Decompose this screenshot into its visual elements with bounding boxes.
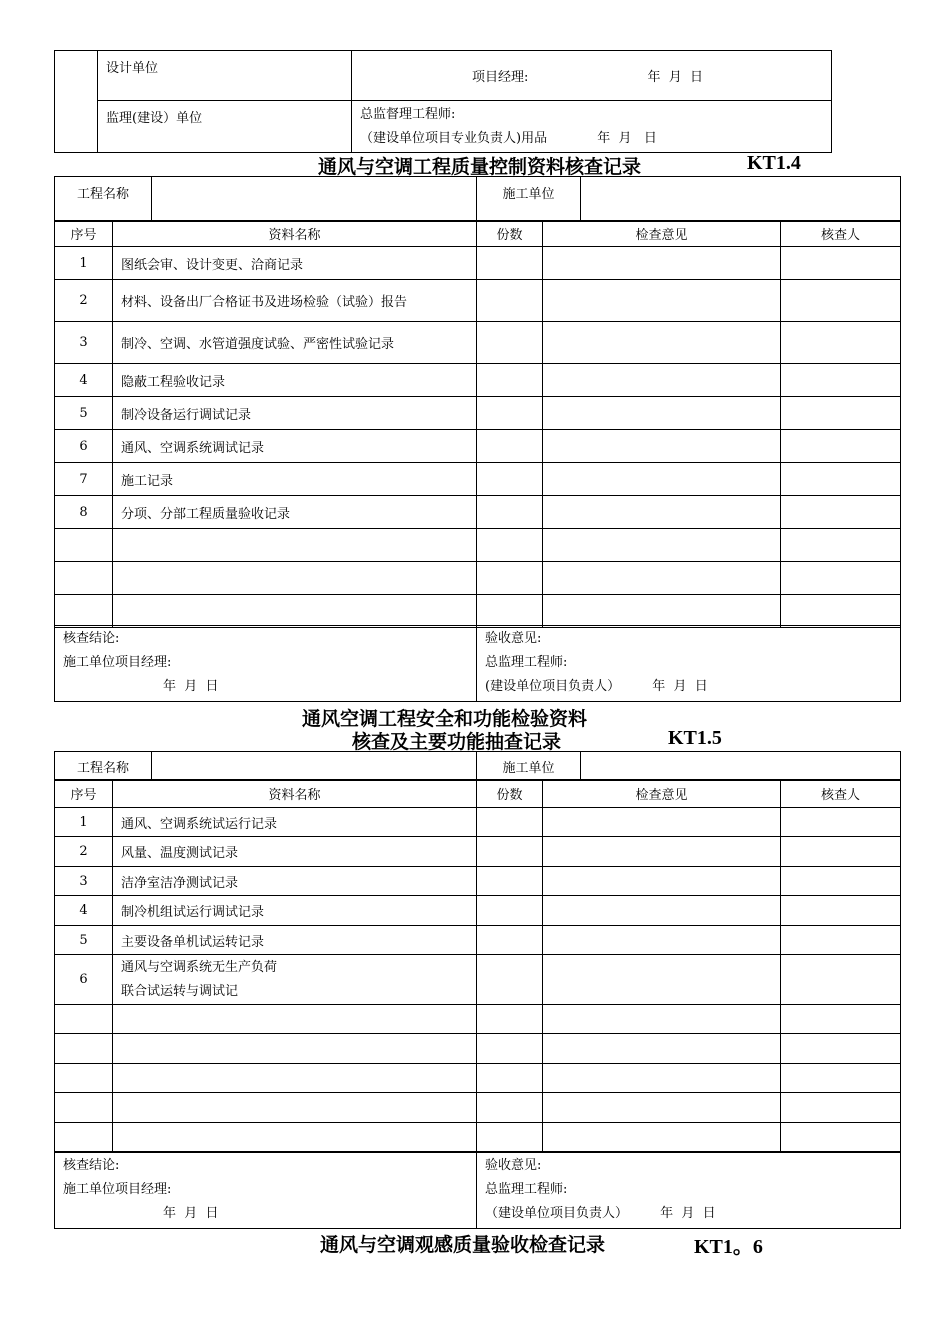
opinion-cell[interactable] (543, 529, 781, 562)
table-row (55, 364, 901, 397)
acceptance-cell (477, 1153, 901, 1229)
section2-title-line2: 核查及主要功能抽查记录 (352, 731, 562, 753)
opinion-cell[interactable] (543, 808, 781, 837)
blank-cell (55, 51, 98, 153)
row-no (55, 529, 113, 562)
table-header-row (55, 780, 901, 808)
copies-cell[interactable] (477, 896, 543, 926)
header-no: 序号 (55, 780, 113, 808)
row-name: 通风与空调系统无生产负荷 (121, 959, 278, 975)
row-name: 材料、设备出厂合格证书及进场检验（试验）报告 (113, 280, 477, 322)
copies-cell[interactable] (477, 837, 543, 867)
table-row (55, 430, 901, 463)
conclusion-cell (55, 1153, 477, 1229)
row-name: 主要设备单机试运转记录 (113, 926, 477, 955)
header-opinion: 检查意见 (543, 780, 781, 808)
table-row (55, 322, 901, 364)
project-name-value[interactable] (152, 177, 477, 222)
contractor-label: 施工单位 (477, 752, 581, 781)
copies-cell[interactable] (477, 1093, 543, 1123)
table-row (55, 926, 901, 955)
table-row (55, 595, 901, 628)
table-row (55, 529, 901, 562)
opinion-cell[interactable] (543, 837, 781, 867)
table-row (55, 837, 901, 867)
opinion-cell[interactable] (543, 1034, 781, 1064)
chief-supervisor-cell (352, 101, 832, 153)
table-row (55, 496, 901, 529)
table-row (55, 867, 901, 896)
header-name: 资料名称 (113, 780, 477, 808)
opinion-cell[interactable] (543, 280, 781, 322)
opinion-cell[interactable] (543, 496, 781, 529)
row-name (113, 529, 477, 562)
table-row (55, 247, 901, 280)
date-label: 年 月 日 (163, 679, 219, 694)
row-no: 5 (55, 397, 113, 430)
row-name-cell (113, 955, 477, 1005)
contractor-pm-label: 施工单位项目经理: (63, 655, 172, 670)
checker-cell[interactable] (781, 837, 901, 867)
row-no: 2 (55, 837, 113, 867)
row-no (55, 595, 113, 628)
acceptance-label: 验收意见: (485, 631, 542, 646)
copies-cell[interactable] (477, 562, 543, 595)
checker-cell[interactable] (781, 247, 901, 280)
opinion-cell[interactable] (543, 364, 781, 397)
checker-cell[interactable] (781, 808, 901, 837)
checker-cell[interactable] (781, 430, 901, 463)
table-row (55, 1005, 901, 1034)
chief-engineer-label: 总监理工程师: (485, 1182, 568, 1197)
row-no (55, 562, 113, 595)
section1-code: KT1.4 (747, 152, 801, 174)
table-row (55, 896, 901, 926)
copies-cell[interactable] (477, 808, 543, 837)
table-row (55, 808, 901, 837)
row-name: 风量、温度测试记录 (113, 837, 477, 867)
opinion-cell[interactable] (543, 397, 781, 430)
copies-cell[interactable] (477, 867, 543, 896)
copies-cell[interactable] (477, 926, 543, 955)
row-no: 1 (55, 247, 113, 280)
contractor-value[interactable] (581, 752, 901, 781)
row-name: 制冷机组试运行调试记录 (113, 896, 477, 926)
acceptance-label: 验收意见: (485, 1158, 542, 1173)
checker-cell[interactable] (781, 496, 901, 529)
table-header-row (55, 221, 901, 247)
row-name (113, 1123, 477, 1152)
header-copies: 份数 (477, 780, 543, 808)
table-row (55, 562, 901, 595)
copies-cell[interactable] (477, 397, 543, 430)
row-no: 5 (55, 926, 113, 955)
row-no: 3 (55, 867, 113, 896)
opinion-cell[interactable] (543, 430, 781, 463)
section3-title: 通风与空调观感质量验收检查记录 (320, 1234, 606, 1256)
row-name: 制冷设备运行调试记录 (113, 397, 477, 430)
design-unit-label: 设计单位 (98, 51, 352, 101)
header-opinion: 检查意见 (543, 221, 781, 247)
header-checker: 核查人 (781, 780, 901, 808)
checker-cell[interactable] (781, 1123, 901, 1152)
checker-cell[interactable] (781, 397, 901, 430)
row-no (55, 1123, 113, 1152)
date-label: 年 月 日 (597, 131, 657, 146)
checker-cell[interactable] (781, 595, 901, 628)
copies-cell[interactable] (477, 280, 543, 322)
owner-row (485, 1202, 900, 1226)
owner-note-row (360, 127, 831, 151)
checker-cell[interactable] (781, 280, 901, 322)
project-manager-label: 项目经理: (472, 70, 529, 85)
row-no: 6 (55, 955, 113, 1005)
opinion-cell[interactable] (543, 1123, 781, 1152)
checker-cell[interactable] (781, 322, 901, 364)
copies-cell[interactable] (477, 1034, 543, 1064)
row-no: 4 (55, 364, 113, 397)
contractor-value[interactable] (581, 177, 901, 222)
owner-label: (建设单位项目负责人） (485, 679, 621, 694)
row-name: 制冷、空调、水管道强度试验、严密性试验记录 (113, 322, 477, 364)
checker-cell[interactable] (781, 1093, 901, 1123)
owner-label: （建设单位项目负责人） (485, 1206, 629, 1221)
opinion-cell[interactable] (543, 247, 781, 280)
table-row (55, 280, 901, 322)
row-no (55, 1005, 113, 1034)
row-name: 施工记录 (113, 463, 477, 496)
copies-cell[interactable] (477, 322, 543, 364)
row-name: 图纸会审、设计变更、洽商记录 (113, 247, 477, 280)
copies-cell[interactable] (477, 955, 543, 1005)
checker-cell[interactable] (781, 955, 901, 1005)
opinion-cell[interactable] (543, 322, 781, 364)
copies-cell[interactable] (477, 1064, 543, 1093)
row-no: 7 (55, 463, 113, 496)
row-no (55, 1093, 113, 1123)
copies-cell[interactable] (477, 364, 543, 397)
row-name (113, 1093, 477, 1123)
row-name: 隐蔽工程验收记录 (113, 364, 477, 397)
table-row (55, 1034, 901, 1064)
project-name-value[interactable] (152, 752, 477, 781)
section3-code: KT1。6 (694, 1236, 763, 1258)
row-no: 1 (55, 808, 113, 837)
opinion-cell[interactable] (543, 896, 781, 926)
owner-note-label: （建设单位项目专业负责人)用品 (360, 131, 548, 146)
row-no (55, 1064, 113, 1093)
opinion-cell[interactable] (543, 926, 781, 955)
row-no: 3 (55, 322, 113, 364)
section2-header-table (54, 751, 901, 781)
project-manager-cell (352, 51, 832, 101)
row-no: 6 (55, 430, 113, 463)
project-name-label: 工程名称 (55, 752, 152, 781)
header-copies: 份数 (477, 221, 543, 247)
section2-main-table (54, 779, 901, 1152)
opinion-cell[interactable] (543, 1005, 781, 1034)
opinion-cell[interactable] (543, 955, 781, 1005)
section1-title: 通风与空调工程质量控制资料核查记录 (318, 156, 642, 178)
copies-cell[interactable] (477, 1123, 543, 1152)
header-name: 资料名称 (113, 221, 477, 247)
date-label: 年 月 日 (647, 70, 704, 85)
section2-code: KT1.5 (668, 727, 722, 749)
copies-cell[interactable] (477, 430, 543, 463)
top-signature-table (54, 50, 832, 153)
row-no: 2 (55, 280, 113, 322)
opinion-cell[interactable] (543, 595, 781, 628)
conclusion-label: 核查结论: (63, 631, 120, 646)
chief-engineer-label: 总监理工程师: (485, 655, 568, 670)
copies-cell[interactable] (477, 463, 543, 496)
header-no: 序号 (55, 221, 113, 247)
contractor-pm-label: 施工单位项目经理: (63, 1182, 172, 1197)
header-checker: 核查人 (781, 221, 901, 247)
row-name-continued: 联合试运转与调试记 (121, 983, 239, 999)
checker-cell[interactable] (781, 562, 901, 595)
opinion-cell[interactable] (543, 1064, 781, 1093)
table-row (55, 1064, 901, 1093)
row-name (113, 595, 477, 628)
row-no: 8 (55, 496, 113, 529)
row-name: 分项、分部工程质量验收记录 (113, 496, 477, 529)
section1-main-table (54, 220, 901, 628)
section2-title-line1: 通风空调工程安全和功能检验资料 (302, 708, 588, 730)
row-name (113, 1064, 477, 1093)
checker-cell[interactable] (781, 1005, 901, 1034)
checker-cell[interactable] (781, 1034, 901, 1064)
checker-cell[interactable] (781, 1064, 901, 1093)
table-row (55, 1093, 901, 1123)
opinion-cell[interactable] (543, 463, 781, 496)
checker-cell[interactable] (781, 463, 901, 496)
chief-supervisor-label: 总监督理工程师: (360, 107, 456, 122)
copies-cell[interactable] (477, 496, 543, 529)
table-row (55, 463, 901, 496)
project-name-label: 工程名称 (55, 177, 152, 222)
checker-cell[interactable] (781, 529, 901, 562)
table-row (55, 955, 901, 1005)
copies-cell[interactable] (477, 529, 543, 562)
opinion-cell[interactable] (543, 562, 781, 595)
section2-footer-table (54, 1152, 901, 1229)
checker-cell[interactable] (781, 364, 901, 397)
acceptance-cell (477, 626, 901, 702)
table-row (55, 1123, 901, 1152)
supervision-unit-label: 监理(建设）单位 (98, 101, 352, 153)
opinion-cell[interactable] (543, 867, 781, 896)
date-label: 年 月 日 (163, 1206, 219, 1221)
contractor-label: 施工单位 (477, 177, 581, 222)
row-name: 通风、空调系统试运行记录 (113, 808, 477, 837)
copies-cell[interactable] (477, 1005, 543, 1034)
row-no (55, 1034, 113, 1064)
row-name: 通风、空调系统调试记录 (113, 430, 477, 463)
conclusion-label: 核查结论: (63, 1158, 120, 1173)
row-name (113, 562, 477, 595)
row-name (113, 1034, 477, 1064)
row-name: 洁净室洁净测试记录 (113, 867, 477, 896)
row-name (113, 1005, 477, 1034)
checker-cell[interactable] (781, 926, 901, 955)
checker-cell[interactable] (781, 867, 901, 896)
copies-cell[interactable] (477, 595, 543, 628)
table-row (55, 397, 901, 430)
date-label: 年 月 日 (660, 1206, 716, 1221)
section1-header-table (54, 176, 901, 222)
date-label: 年 月 日 (652, 679, 708, 694)
section1-footer-table (54, 625, 901, 702)
conclusion-cell (55, 626, 477, 702)
opinion-cell[interactable] (543, 1093, 781, 1123)
checker-cell[interactable] (781, 896, 901, 926)
copies-cell[interactable] (477, 247, 543, 280)
row-no: 4 (55, 896, 113, 926)
owner-row (485, 675, 900, 699)
